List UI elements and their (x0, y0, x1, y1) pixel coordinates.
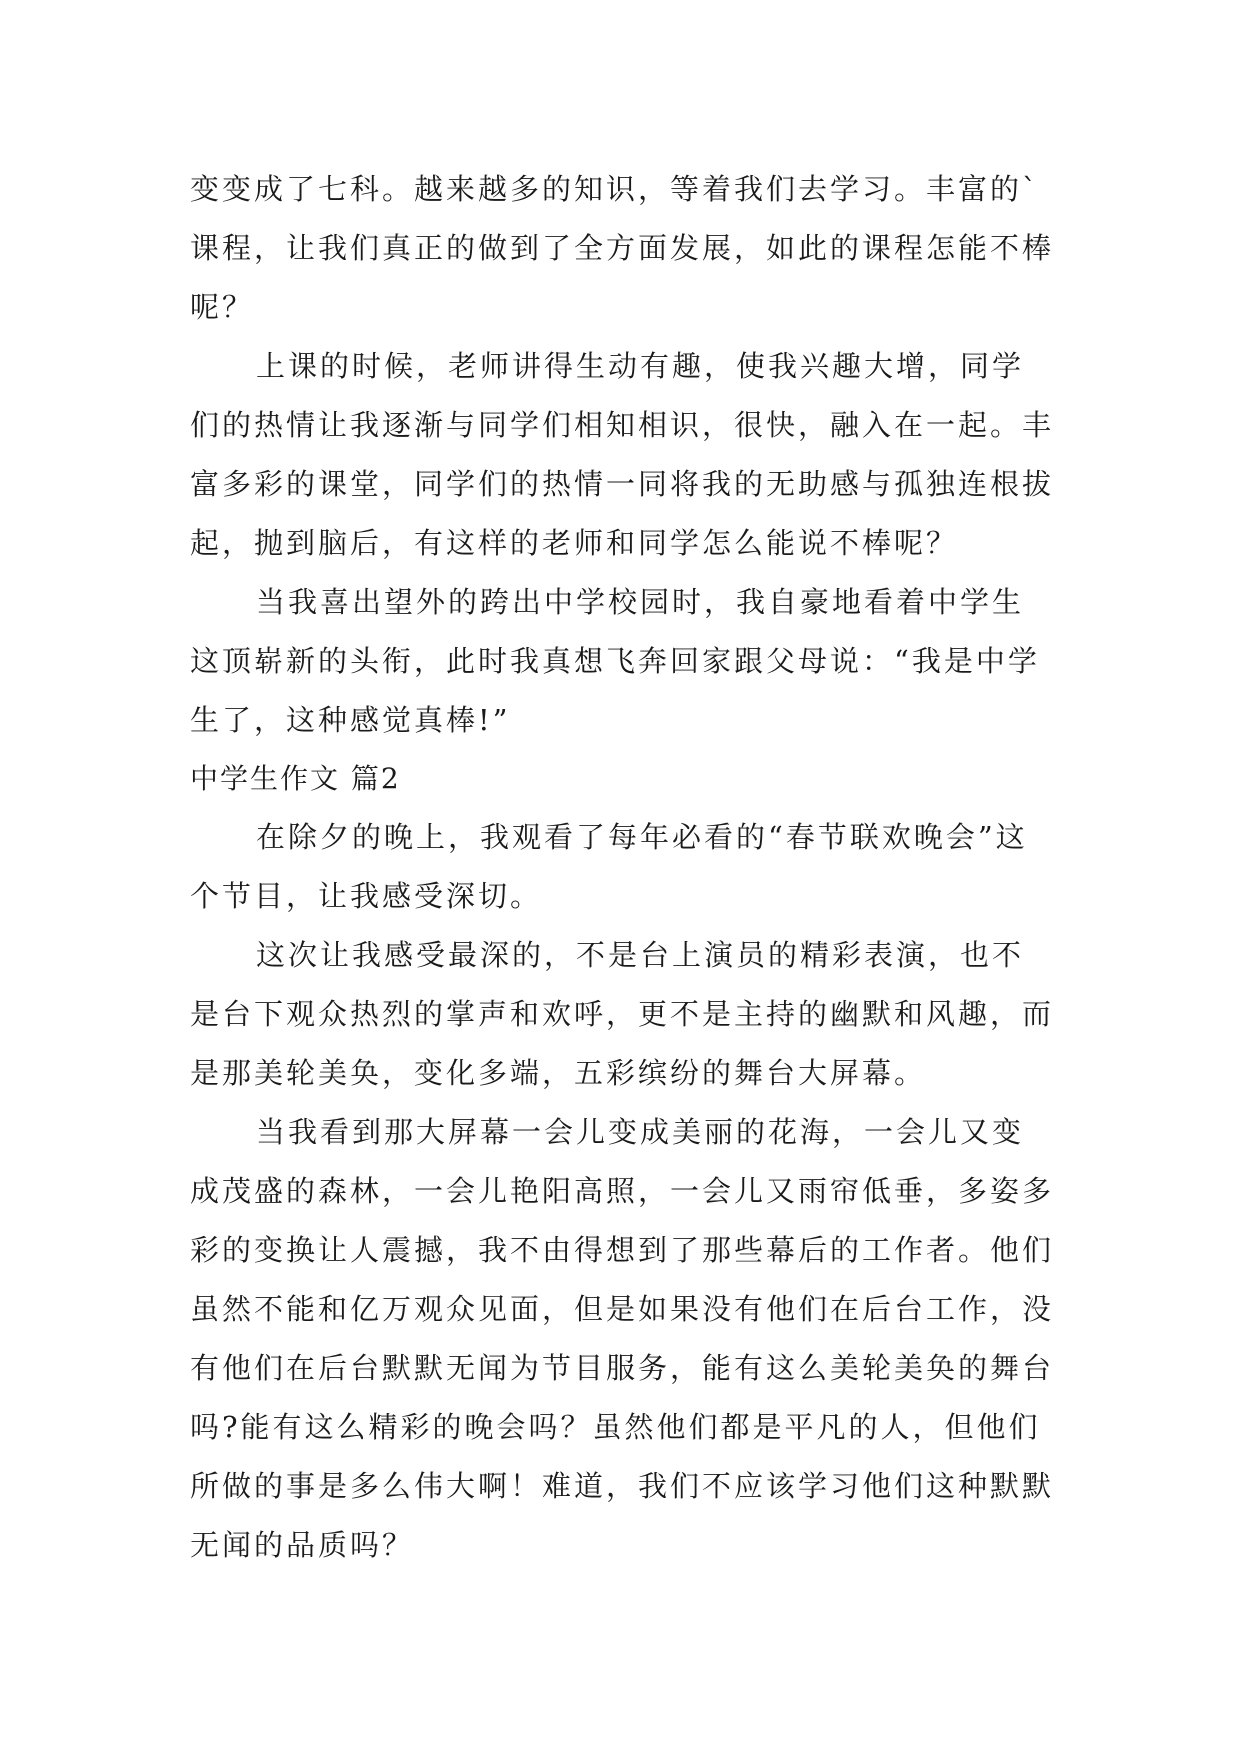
paragraph-2: 上课的时候，老师讲得生动有趣，使我兴趣大增，同学们的热情让我逐渐与同学们相知相识，很快，融入在一起。丰富多彩的课堂，同学们的热情一同将我的无助感与孤独连根拔起，抛到脑后，有这样的老师和同学怎么能说不棒呢？ (190, 349, 1055, 560)
document-body (190, 160, 1055, 1575)
paragraph-6: 当我看到那大屏幕一会儿变成美丽的花海，一会儿又变成茂盛的森林，一会儿艳阳高照，一会儿又雨帘低垂，多姿多彩的变换让人震撼，我不由得想到了那些幕后的工作者。他们虽然不能和亿万观众见面，但是如果没有他们在后台工作，没有他们在后台默默无闻为节目服务，能有这么美轮美奂的舞台吗?能有这么精彩的晚会吗？虽然他们都是平凡的人，但他们所做的事是多么伟大啊！难道，我们不应该学习他们这种默默无闻的品质吗？ (190, 1115, 1055, 1562)
section-heading: 中学生作文 篇2 (190, 762, 401, 795)
paragraph-3: 当我喜出望外的跨出中学校园时，我自豪地看着中学生这顶崭新的头衔，此时我真想飞奔回家跟父母说：“我是中学生了，这种感觉真棒!” (190, 585, 1040, 737)
paragraph-5: 这次让我感受最深的，不是台上演员的精彩表演，也不是台下观众热烈的掌声和欢呼，更不是主持的幽默和风趣，而是那美轮美奂，变化多端，五彩缤纷的舞台大屏幕。 (190, 938, 1055, 1090)
paragraph-1: 变变成了七科。越来越多的知识，等着我们去学习。丰富的`课程，让我们真正的做到了全方面发展，如此的课程怎能不棒呢？ (190, 172, 1055, 324)
paragraph-4: 在除夕的晚上，我观看了每年必看的“春节联欢晚会”这个节目，让我感受深切。 (190, 820, 1028, 913)
